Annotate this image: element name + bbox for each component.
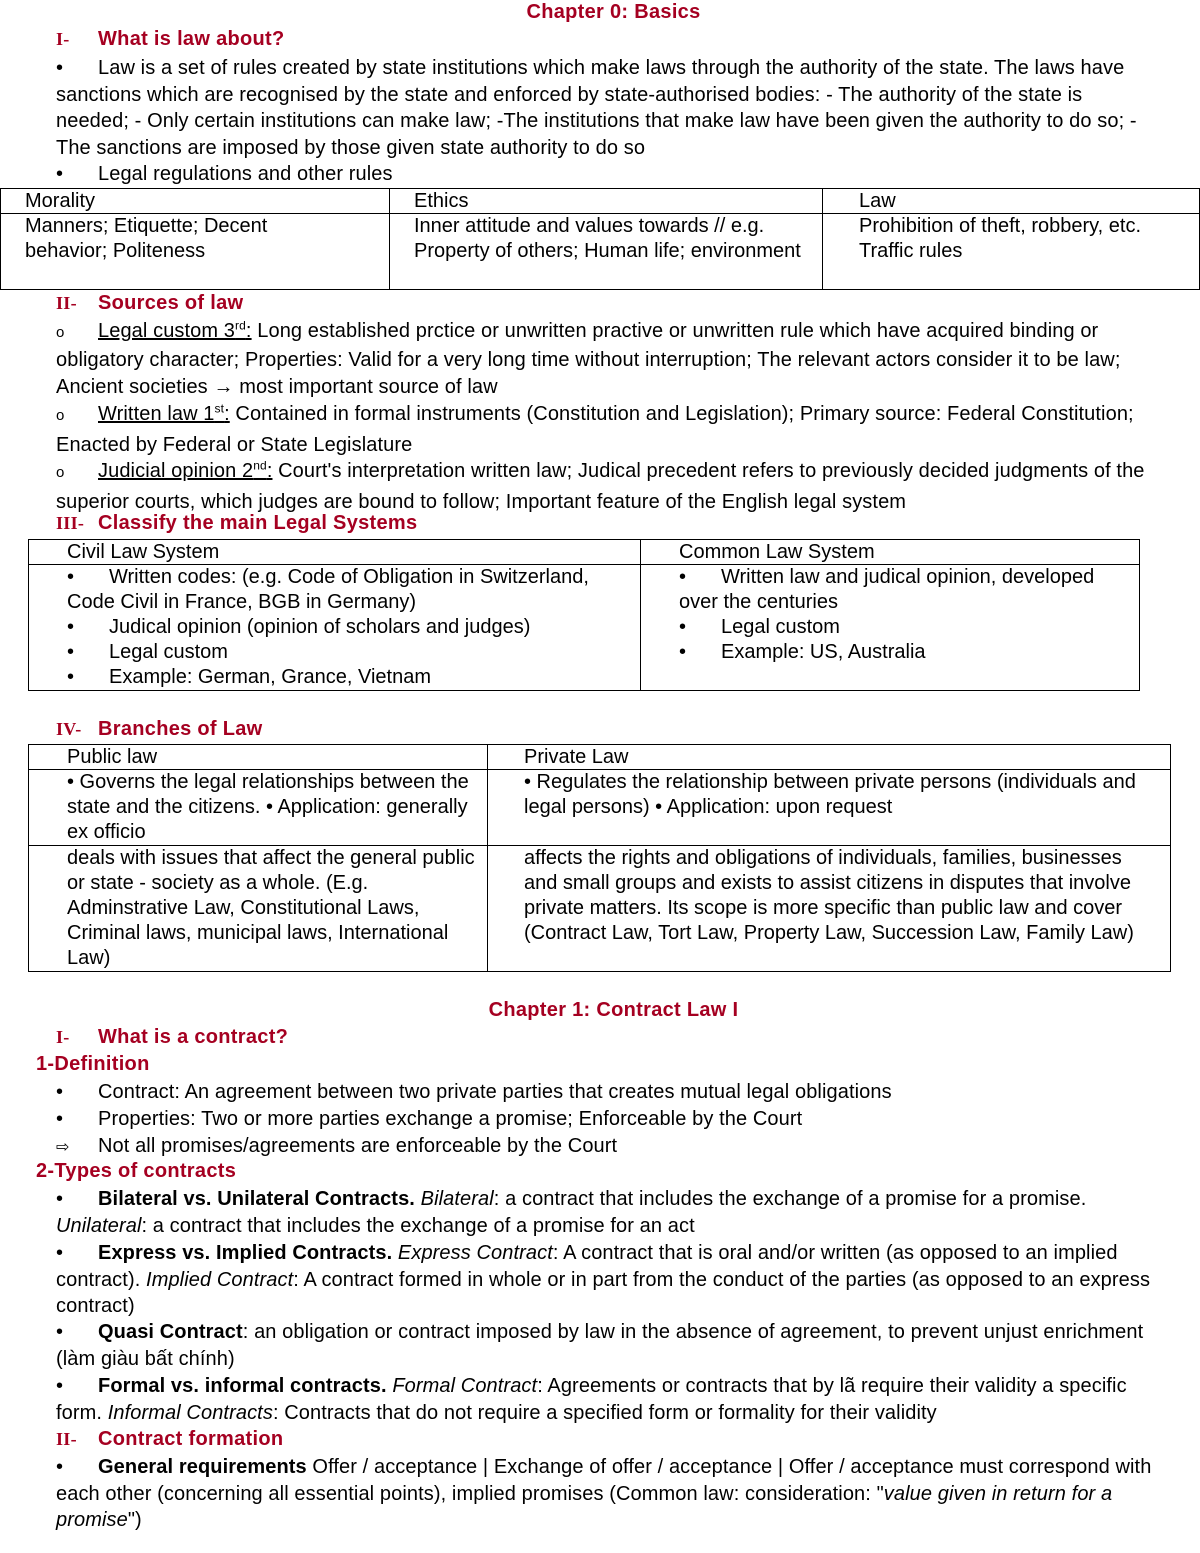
definition-item: •Properties: Two or more parties exchange a promise; Enforceable by the Court: [56, 1106, 1156, 1133]
section-number: II-: [56, 293, 77, 313]
list-item: •Judical opinion (opinion of scholars and judges): [67, 615, 610, 640]
civil-law-cell: [29, 565, 641, 691]
circle-bullet-icon: o: [56, 464, 65, 481]
list-item: •Written codes: (e.g. Code of Obligation in Switzerland, Code Civil in France, BGB in Germany): [67, 565, 610, 615]
public-law-description: • Governs the legal relationships between the state and the citizens. • Application: generally ex officio: [29, 770, 488, 846]
general-requirements-item: •General requirements Offer / acceptance | Exchange of offer / acceptance | Offer / acceptance must correspond with each other (concerning all essential points), implied promises (Common law: consideration: "value given in return for a promise"): [56, 1454, 1156, 1534]
circle-bullet-icon: o: [56, 324, 65, 341]
table-header-morality: Morality: [1, 189, 390, 214]
subheading-definition: 1-Definition: [36, 1053, 150, 1075]
source-legal-custom: [56, 318, 1171, 402]
list-item: •Legal custom: [679, 615, 1119, 640]
bullet-icon: [679, 615, 721, 640]
contract-type-item: •Quasi Contract: an obligation or contract imposed by law in the absence of agreement, to prevent unjust enrichment (làm giàu bất chính): [56, 1319, 1156, 1372]
bullet-icon: [56, 1454, 98, 1481]
bullet-icon: [679, 565, 721, 590]
source-text-tail: most important source of law: [233, 376, 498, 398]
bullet-icon: [56, 1186, 98, 1213]
section-heading-text: Classify the main Legal Systems: [98, 512, 418, 534]
bullet-icon: [56, 1106, 98, 1133]
bullet-icon: [67, 565, 109, 590]
arrow-outline-icon: ⇨: [56, 1139, 70, 1156]
source-text: Court's interpretation written law; Judical precedent refers to previously decided judgments of the superior courts, which judges are bound to follow; Important feature of the English legal system: [56, 460, 1145, 513]
chapter-1-title: Chapter 1: Contract Law I: [488, 999, 739, 1021]
contract-type-item: •Formal vs. informal contracts. Formal Contract: Agreements or contracts that by lã require their validity a specific form. Informal Contracts: Contracts that do not require a specified form or formality for their validity: [56, 1373, 1166, 1426]
list-item: •Legal custom: [67, 640, 610, 665]
circle-bullet-icon: o: [56, 407, 65, 424]
bullet-icon: [56, 1240, 98, 1267]
branches-of-law-table: [28, 744, 1171, 972]
bullet-icon: [56, 55, 98, 82]
private-law-description: • Regulates the relationship between private persons (individuals and legal persons) • Application: upon request: [488, 770, 1171, 846]
law-definition-text: Law is a set of rules created by state institutions which make laws through the authority of the state. The laws have sanctions which are recognised by the state and enforced by state-authorised bodies: - The authority of the state is needed; - Only certain institutions can make law; -The institutions that make law have been given the authority to do so; - The sanctions are imposed by those given state authority to do so: [56, 57, 1137, 159]
law-definition-paragraph: [56, 55, 1156, 161]
list-item: •Example: German, Grance, Vietnam: [67, 665, 610, 690]
public-law-scope: deals with issues that affect the general public or state - society as a whole. (E.g. Adminstrative Law, Constitutional Laws, Criminal laws, municipal laws, International Law): [29, 846, 488, 972]
table-header-private-law: Private Law: [488, 745, 1171, 770]
morality-ethics-law-table: [0, 188, 1200, 290]
private-law-scope: affects the rights and obligations of individuals, families, businesses and small groups and exists to assist citizens in disputes that involve private matters. Its scope is more specific than public law and cover (Contract Law, Tort Law, Property Law, Succession Law, Family Law): [488, 846, 1171, 972]
section-number: IV-: [56, 719, 82, 739]
chapter-0-title: Chapter 0: Basics: [526, 1, 701, 23]
table-header-public-law: Public law: [29, 745, 488, 770]
source-label: Judicial opinion 2nd:: [98, 458, 273, 482]
section-heading-what-is-law: [56, 28, 285, 51]
table-cell-morality: Manners; Etiquette; Decent behavior; Politeness: [1, 214, 390, 290]
section-number: I-: [56, 1027, 70, 1047]
definition-item: •Contract: An agreement between two private parties that creates mutual legal obligations: [56, 1079, 1156, 1106]
source-written-law: [56, 400, 1156, 459]
table-header-civil-law: Civil Law System: [29, 540, 641, 565]
section-heading-contract-formation: [56, 1428, 283, 1451]
list-item: •Example: US, Australia: [679, 640, 1119, 665]
bullet-icon: [67, 665, 109, 690]
table-cell-ethics: Inner attitude and values towards // e.g. Property of others; Human life; environment: [390, 214, 823, 290]
legal-systems-table: [28, 539, 1140, 691]
section-number: II-: [56, 1429, 77, 1449]
section-number: III-: [56, 513, 85, 533]
section-heading-branches-of-law: [56, 718, 263, 741]
section-heading-text: Sources of law: [98, 292, 244, 314]
section-heading-legal-systems: [56, 512, 417, 535]
source-label: Written law 1st:: [98, 401, 230, 425]
source-text: Long established prctice or unwritten practive or unwritten rule which have acquired binding or obligatory character; Properties: Valid for a very long time without interruption; The relevant actors consider it to be law; Ancient societies: [56, 320, 1121, 398]
table-header-ethics: Ethics: [390, 189, 823, 214]
bullet-icon: [67, 640, 109, 665]
section-heading-sources-of-law: [56, 292, 243, 315]
section-number: I-: [56, 29, 70, 49]
section-heading-text: What is a contract?: [98, 1026, 289, 1048]
section-heading-what-is-contract: [56, 1026, 288, 1049]
bullet-icon: [679, 640, 721, 665]
table-header-common-law: Common Law System: [641, 540, 1140, 565]
legal-regulations-text: Legal regulations and other rules: [98, 163, 393, 185]
section-heading-text: Branches of Law: [98, 718, 263, 740]
source-text: Contained in formal instruments (Constitution and Legislation); Primary source: Federal Constitution; Enacted by Federal or State Legislature: [56, 403, 1134, 456]
arrow-right-icon: →: [213, 376, 234, 398]
legal-regulations-item: [56, 161, 1156, 188]
table-cell-law: Prohibition of theft, robbery, etc. Traffic rules: [823, 214, 1200, 290]
bullet-icon: [56, 1373, 98, 1400]
bullet-icon: [56, 161, 98, 188]
table-header-law: Law: [823, 189, 1200, 214]
contract-type-item: •Bilateral vs. Unilateral Contracts. Bilateral: a contract that includes the exchange of a promise for a promise. Unilateral: a contract that includes the exchange of a promise for an act: [56, 1186, 1166, 1239]
list-item: •Written law and judical opinion, developed over the centuries: [679, 565, 1119, 615]
source-label: Legal custom 3rd:: [98, 318, 252, 342]
bullet-icon: [56, 1319, 98, 1346]
section-heading-text: Contract formation: [98, 1428, 284, 1450]
subheading-types-of-contracts: 2-Types of contracts: [36, 1160, 237, 1182]
definition-arrow-item: ⇨ Not all promises/agreements are enforceable by the Court: [56, 1133, 1156, 1162]
common-law-cell: [641, 565, 1140, 691]
contract-type-item: •Express vs. Implied Contracts. Express Contract: A contract that is oral and/or written (as opposed to an implied contract). Implied Contract: A contract formed in whole or in part from the conduct of the parties (as opposed to an express contract): [56, 1240, 1171, 1320]
bullet-icon: [67, 615, 109, 640]
bullet-icon: [56, 1079, 98, 1106]
section-heading-text: What is law about?: [98, 28, 285, 50]
source-judicial-opinion: [56, 457, 1166, 516]
